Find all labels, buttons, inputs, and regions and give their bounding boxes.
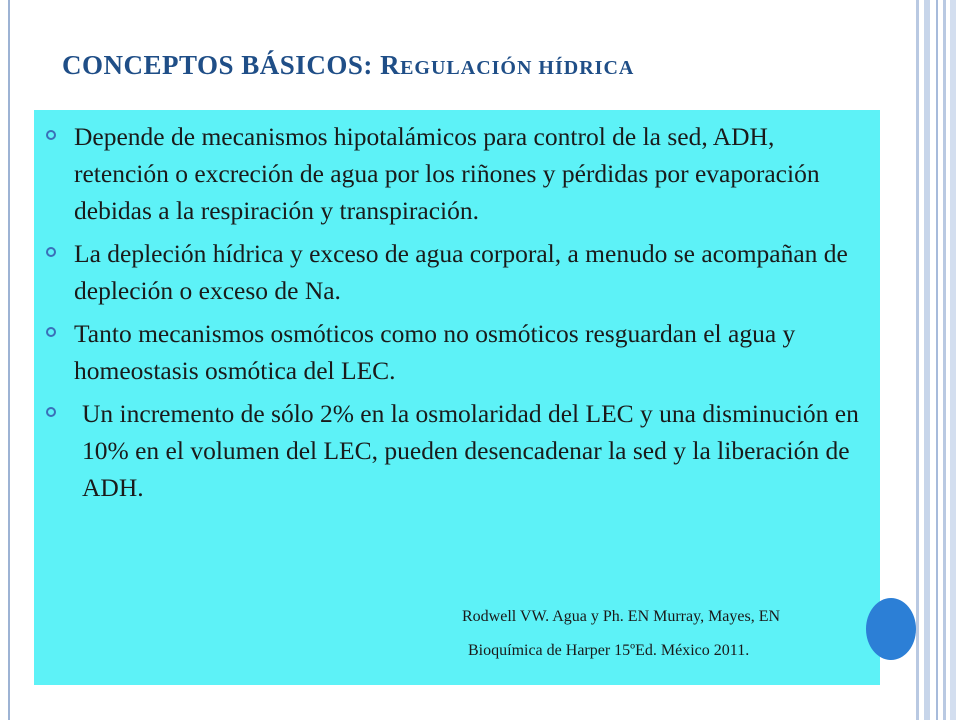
bullet-item [34,118,880,229]
stripe [916,0,919,720]
slide-title [62,50,882,81]
stripe [924,0,930,720]
bullet-item [34,395,880,506]
stripe [936,0,938,720]
bullet-item [34,235,880,309]
stripe [943,0,946,720]
content-box [34,110,880,685]
bullet-text: Un incremento de sólo 2% en la osmolaridad del LEC y una disminución en 10% en el volumen del LEC, pueden desencadenar la sed y la liberación de ADH. [82,399,859,502]
citation-line-1: Rodwell VW. Agua y Ph. EN Murray, Mayes, EN [462,608,781,625]
title-main: CONCEPTOS BÁSICOS: R [62,50,401,80]
left-frame-line [8,0,10,720]
bullet-text: Depende de mecanismos hipotalámicos para control de la sed, ADH, retención o excreción de agua por los riñones y pérdidas por evaporación debidas a la respiración y transpiración. [74,122,820,225]
stripe [950,0,956,720]
citation-line-2: Bioquímica de Harper 15ºEd. México 2011. [468,642,750,659]
bullet-text: La depleción hídrica y exceso de agua corporal, a menudo se acompañan de depleción o exceso de Na. [74,239,848,305]
citation [34,600,880,668]
right-decorative-stripes [916,0,960,720]
title-small-caps: EGULACIÓN HÍDRICA [400,57,635,79]
ring-bullet-icon [46,247,56,257]
ring-bullet-icon [46,130,56,140]
bullet-item [34,315,880,389]
bullet-text: Tanto mecanismos osmóticos como no osmóticos resguardan el agua y homeostasis osmótica del LEC. [74,319,796,385]
ring-bullet-icon [46,407,56,417]
ring-bullet-icon [46,327,56,337]
bullet-list [34,110,880,506]
decorative-circle [866,598,916,660]
